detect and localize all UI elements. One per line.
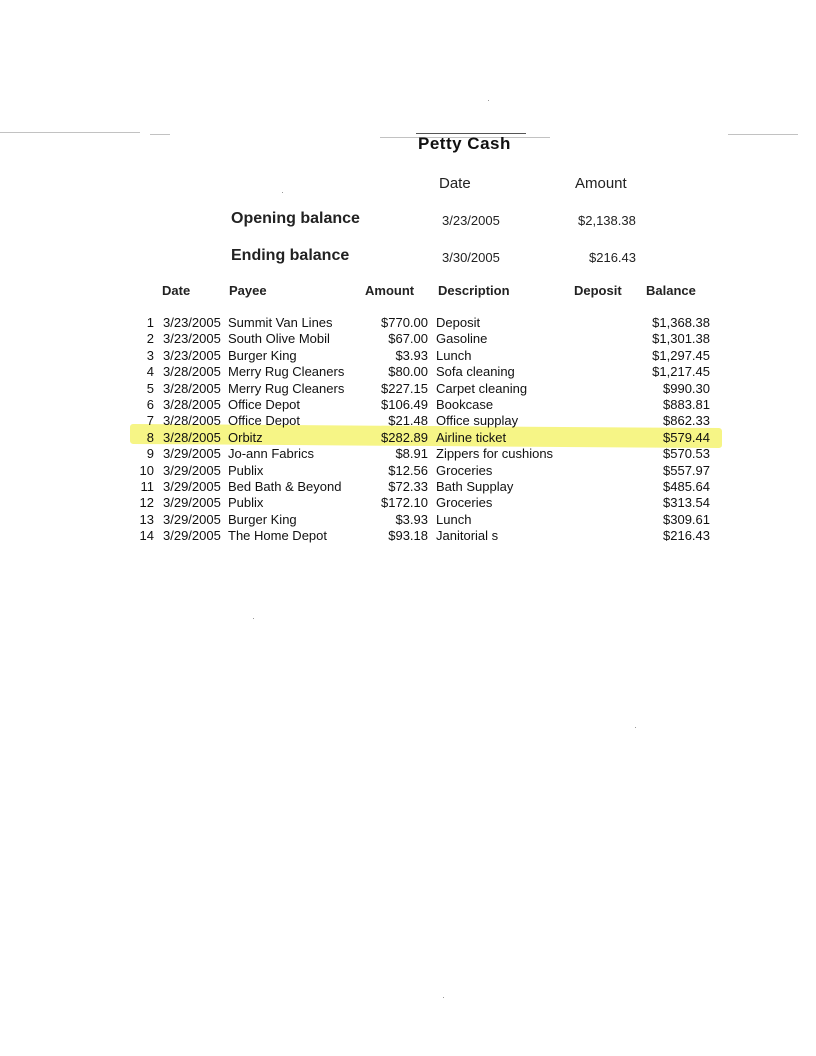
row-balance: $570.53 bbox=[663, 446, 710, 462]
row-date: 3/28/2005 bbox=[163, 396, 221, 412]
row-balance: $313.54 bbox=[663, 495, 710, 511]
ending-balance-date: 3/30/2005 bbox=[442, 250, 500, 265]
row-balance: $862.33 bbox=[663, 413, 710, 429]
table-row bbox=[136, 512, 736, 528]
row-date: 3/28/2005 bbox=[163, 380, 221, 396]
row-date: 3/29/2005 bbox=[163, 446, 221, 462]
row-date: 3/23/2005 bbox=[163, 331, 221, 347]
opening-balance-amount: $2,138.38 bbox=[578, 213, 636, 228]
row-payee: Office Depot bbox=[228, 413, 301, 429]
opening-balance-date: 3/23/2005 bbox=[442, 213, 500, 228]
document-title: Petty Cash bbox=[418, 134, 511, 153]
row-date: 3/29/2005 bbox=[163, 511, 221, 527]
column-header-balance: Balance bbox=[646, 283, 696, 298]
row-balance: $557.97 bbox=[663, 462, 710, 478]
row-payee: Office Depot bbox=[228, 396, 301, 412]
row-description: Gasoline bbox=[436, 331, 488, 347]
table-row bbox=[136, 331, 736, 347]
column-header-deposit: Deposit bbox=[574, 283, 622, 298]
row-number: 11 bbox=[140, 478, 154, 494]
row-amount: $93.18 bbox=[388, 528, 428, 544]
row-date: 3/23/2005 bbox=[163, 315, 221, 330]
table-row bbox=[136, 397, 736, 413]
table-row bbox=[136, 528, 736, 544]
row-description: Carpet cleaning bbox=[436, 380, 528, 396]
column-header-payee: Payee bbox=[229, 283, 267, 298]
row-payee: The Home Depot bbox=[228, 528, 327, 544]
scan-speck bbox=[443, 997, 444, 998]
row-number: 10 bbox=[139, 462, 154, 478]
row-payee: Merry Rug Cleaners bbox=[228, 364, 345, 380]
scan-artifact bbox=[150, 134, 170, 135]
row-balance: $309.61 bbox=[663, 511, 710, 527]
ending-balance-amount: $216.43 bbox=[589, 250, 636, 265]
row-number: 3 bbox=[146, 347, 154, 363]
row-date: 3/29/2005 bbox=[163, 478, 221, 494]
row-amount: $106.49 bbox=[381, 396, 428, 412]
row-balance: $1,368.38 bbox=[652, 315, 710, 330]
column-header-amount: Amount bbox=[365, 283, 415, 298]
row-date: 3/23/2005 bbox=[163, 347, 221, 363]
row-payee: Burger King bbox=[228, 511, 297, 527]
row-number: 7 bbox=[146, 413, 154, 429]
row-date: 3/29/2005 bbox=[163, 495, 221, 511]
summary-amount-header: Amount bbox=[575, 175, 627, 192]
row-number: 9 bbox=[146, 446, 154, 462]
table-row bbox=[136, 479, 736, 495]
transaction-table bbox=[136, 315, 736, 544]
row-description: Bookcase bbox=[436, 396, 494, 412]
row-balance: $1,217.45 bbox=[652, 364, 710, 380]
row-amount: $770.00 bbox=[381, 315, 428, 330]
row-description: Airline ticket bbox=[436, 429, 507, 445]
table-row bbox=[136, 413, 736, 429]
row-number: 6 bbox=[146, 396, 154, 412]
column-header-description: Description bbox=[438, 283, 510, 298]
row-amount: $12.56 bbox=[388, 462, 428, 478]
row-payee: South Olive Mobil bbox=[228, 331, 330, 347]
scan-speck bbox=[635, 727, 636, 728]
row-amount: $172.10 bbox=[381, 495, 428, 511]
row-description: Zippers for cushions bbox=[436, 446, 554, 462]
table-row bbox=[136, 463, 736, 479]
row-number: 1 bbox=[146, 315, 154, 330]
row-payee: Publix bbox=[228, 495, 264, 511]
scan-artifact bbox=[728, 134, 798, 135]
row-balance: $216.43 bbox=[663, 528, 710, 544]
row-balance: $485.64 bbox=[663, 478, 710, 494]
row-date: 3/29/2005 bbox=[163, 462, 221, 478]
row-amount: $3.93 bbox=[395, 347, 428, 363]
row-description: Groceries bbox=[436, 495, 493, 511]
row-payee: Jo-ann Fabrics bbox=[228, 446, 314, 462]
summary-date-header: Date bbox=[439, 175, 471, 192]
row-number: 14 bbox=[139, 528, 154, 544]
row-payee: Summit Van Lines bbox=[228, 315, 333, 330]
row-description: Deposit bbox=[436, 315, 481, 330]
table-row bbox=[136, 364, 736, 380]
row-amount: $3.93 bbox=[395, 511, 428, 527]
row-payee: Merry Rug Cleaners bbox=[228, 380, 345, 396]
opening-balance-label: Opening balance bbox=[231, 210, 360, 227]
row-date: 3/28/2005 bbox=[163, 413, 221, 429]
row-description: Sofa cleaning bbox=[436, 364, 515, 380]
table-row bbox=[136, 348, 736, 364]
scan-speck bbox=[253, 618, 254, 619]
table-row bbox=[136, 315, 736, 331]
row-number: 5 bbox=[146, 380, 154, 396]
row-description: Lunch bbox=[436, 347, 472, 363]
table-row bbox=[136, 381, 736, 397]
row-date: 3/29/2005 bbox=[163, 528, 221, 544]
row-description: Janitorial s bbox=[436, 528, 499, 544]
row-balance: $990.30 bbox=[663, 380, 710, 396]
row-amount: $282.89 bbox=[381, 429, 428, 445]
row-payee: Publix bbox=[228, 462, 264, 478]
row-description: Office supplay bbox=[436, 413, 519, 429]
row-balance: $579.44 bbox=[663, 429, 710, 445]
row-amount: $67.00 bbox=[388, 331, 428, 347]
row-number: 4 bbox=[146, 364, 154, 380]
row-description: Bath Supplay bbox=[436, 478, 514, 494]
row-balance: $1,301.38 bbox=[652, 331, 710, 347]
scan-speck bbox=[282, 192, 283, 193]
row-number: 2 bbox=[146, 331, 154, 347]
row-amount: $21.48 bbox=[388, 413, 428, 429]
row-date: 3/28/2005 bbox=[163, 429, 221, 445]
row-payee: Burger King bbox=[228, 347, 297, 363]
row-balance: $883.81 bbox=[663, 396, 710, 412]
scan-speck bbox=[488, 100, 489, 101]
row-number: 8 bbox=[146, 429, 154, 445]
table-row bbox=[136, 495, 736, 511]
row-amount: $227.15 bbox=[381, 380, 428, 396]
row-description: Groceries bbox=[436, 462, 493, 478]
row-description: Lunch bbox=[436, 511, 472, 527]
row-amount: $80.00 bbox=[388, 364, 428, 380]
scan-artifact bbox=[0, 132, 140, 133]
row-payee: Bed Bath & Beyond bbox=[228, 478, 342, 494]
row-amount: $72.33 bbox=[388, 478, 428, 494]
row-date: 3/28/2005 bbox=[163, 364, 221, 380]
row-payee: Orbitz bbox=[228, 429, 263, 445]
table-row bbox=[136, 446, 736, 462]
row-number: 13 bbox=[139, 511, 154, 527]
row-balance: $1,297.45 bbox=[652, 347, 710, 363]
ending-balance-label: Ending balance bbox=[231, 247, 350, 264]
row-number: 12 bbox=[139, 495, 154, 511]
row-amount: $8.91 bbox=[395, 446, 428, 462]
table-row bbox=[136, 430, 736, 446]
column-header-date: Date bbox=[162, 283, 191, 298]
